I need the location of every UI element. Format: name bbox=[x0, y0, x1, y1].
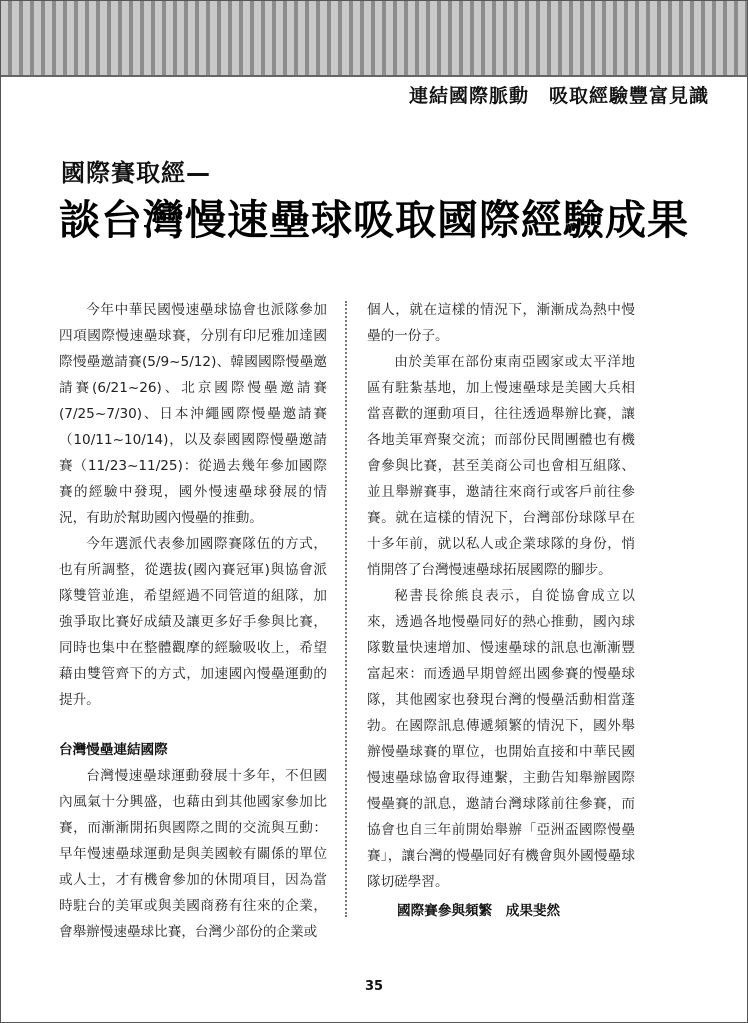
right-column bbox=[367, 297, 635, 895]
column-divider bbox=[345, 301, 347, 917]
page-number: 35 bbox=[364, 979, 384, 994]
running-head: 連結國際脈動 吸取經驗豐富見識 bbox=[408, 85, 709, 107]
paragraph: 秘書長徐熊良表示，自從協會成立以來，透過各地慢壘同好的熱心推動，國內球隊數量快速增加、慢速壘球的訊息也漸漸豐富起來：而透過早期曾經出國參賽的慢壘球隊，其他國家也發現台灣的慢壘活動相當蓬勃。在國際訊息傳遞頻繁的情況下，國外舉辦慢壘球賽的單位，也開始直接和中華民國慢速壘球協會取得連繫，主動告知舉辦國際慢壘賽的訊息，邀請台灣球隊前往參賽，而協會也自三年前開始舉辦「亞洲盃國際慢壘賽」，讓台灣的慢壘同好有機會與外國慢壘球隊切磋學習。 bbox=[367, 588, 635, 890]
left-column bbox=[59, 297, 327, 945]
paragraph: 今年中華民國慢速壘球協會也派隊參加四項國際慢速壘球賽，分別有印尼雅加達國際慢壘邀請賽(5/9~5/12)、韓國國際慢壘邀請賽(6/21~26)、北京國際慢壘邀請賽(7/25~7/30)、日本沖繩國際慢壘邀請賽（10/11~10/14)，以及泰國國際慢壘邀請賽（11/23~11/25)：從過去幾年參加國際賽的經驗中發現，國外慢速壘球發展的情況，有助於幫助國內慢壘的推動。 bbox=[59, 302, 327, 526]
decorative-stripe-header bbox=[1, 1, 747, 77]
paragraph: 台灣慢速壘球運動發展十多年，不但國內風氣十分興盛，也藉由到其他國家參加比賽，而漸漸開拓與國際之間的交流與互動：早年慢速壘球運動是與美國較有關係的單位或人士，才有機會參加的休閒項目，因為當時駐台的美軍或與美國商務有往來的企業，會舉辦慢速壘球比賽，台灣少部份的企業或 bbox=[59, 768, 327, 940]
paragraph: 由於美軍在部份東南亞國家或太平洋地區有駐紮基地，加上慢速壘球是美國大兵相當喜歡的運動項目，往往透過舉辦比賽，讓各地美軍齊聚交流；而部份民間團體也有機會參與比賽，甚至美商公司也會相互組隊、並且舉辦賽事，邀請往來商行或客戶前往參賽。就在這樣的情況下，台灣部份球隊早在十多年前，就以私人或企業球隊的身份，悄悄開啓了台灣慢速壘球拓展國際的腳步。 bbox=[367, 354, 635, 578]
spacer bbox=[59, 713, 327, 737]
section-heading: 國際賽參與頻繁 成果斐然 bbox=[397, 903, 561, 919]
paragraph-continuation: 個人，就在這樣的情況下，漸漸成為熱中慢壘的一份子。 bbox=[367, 302, 635, 344]
paragraph: 今年選派代表參加國際賽隊伍的方式，也有所調整，從選拔(國內賽冠軍)與協會派隊雙管並進，希望經過不同管道的組隊，加強爭取比賽好成績及讓更多好手參與比賽，同時也集中在整體觀摩的經驗吸收上，希望藉由雙管齊下的方式，加速國內慢壘運動的提升。 bbox=[59, 536, 327, 708]
article-kicker: 國際賽取經— bbox=[61, 159, 211, 187]
article-title: 談台灣慢速壘球吸取國際經驗成果 bbox=[59, 196, 689, 244]
section-heading: 台灣慢壘連結國際 bbox=[59, 742, 168, 758]
